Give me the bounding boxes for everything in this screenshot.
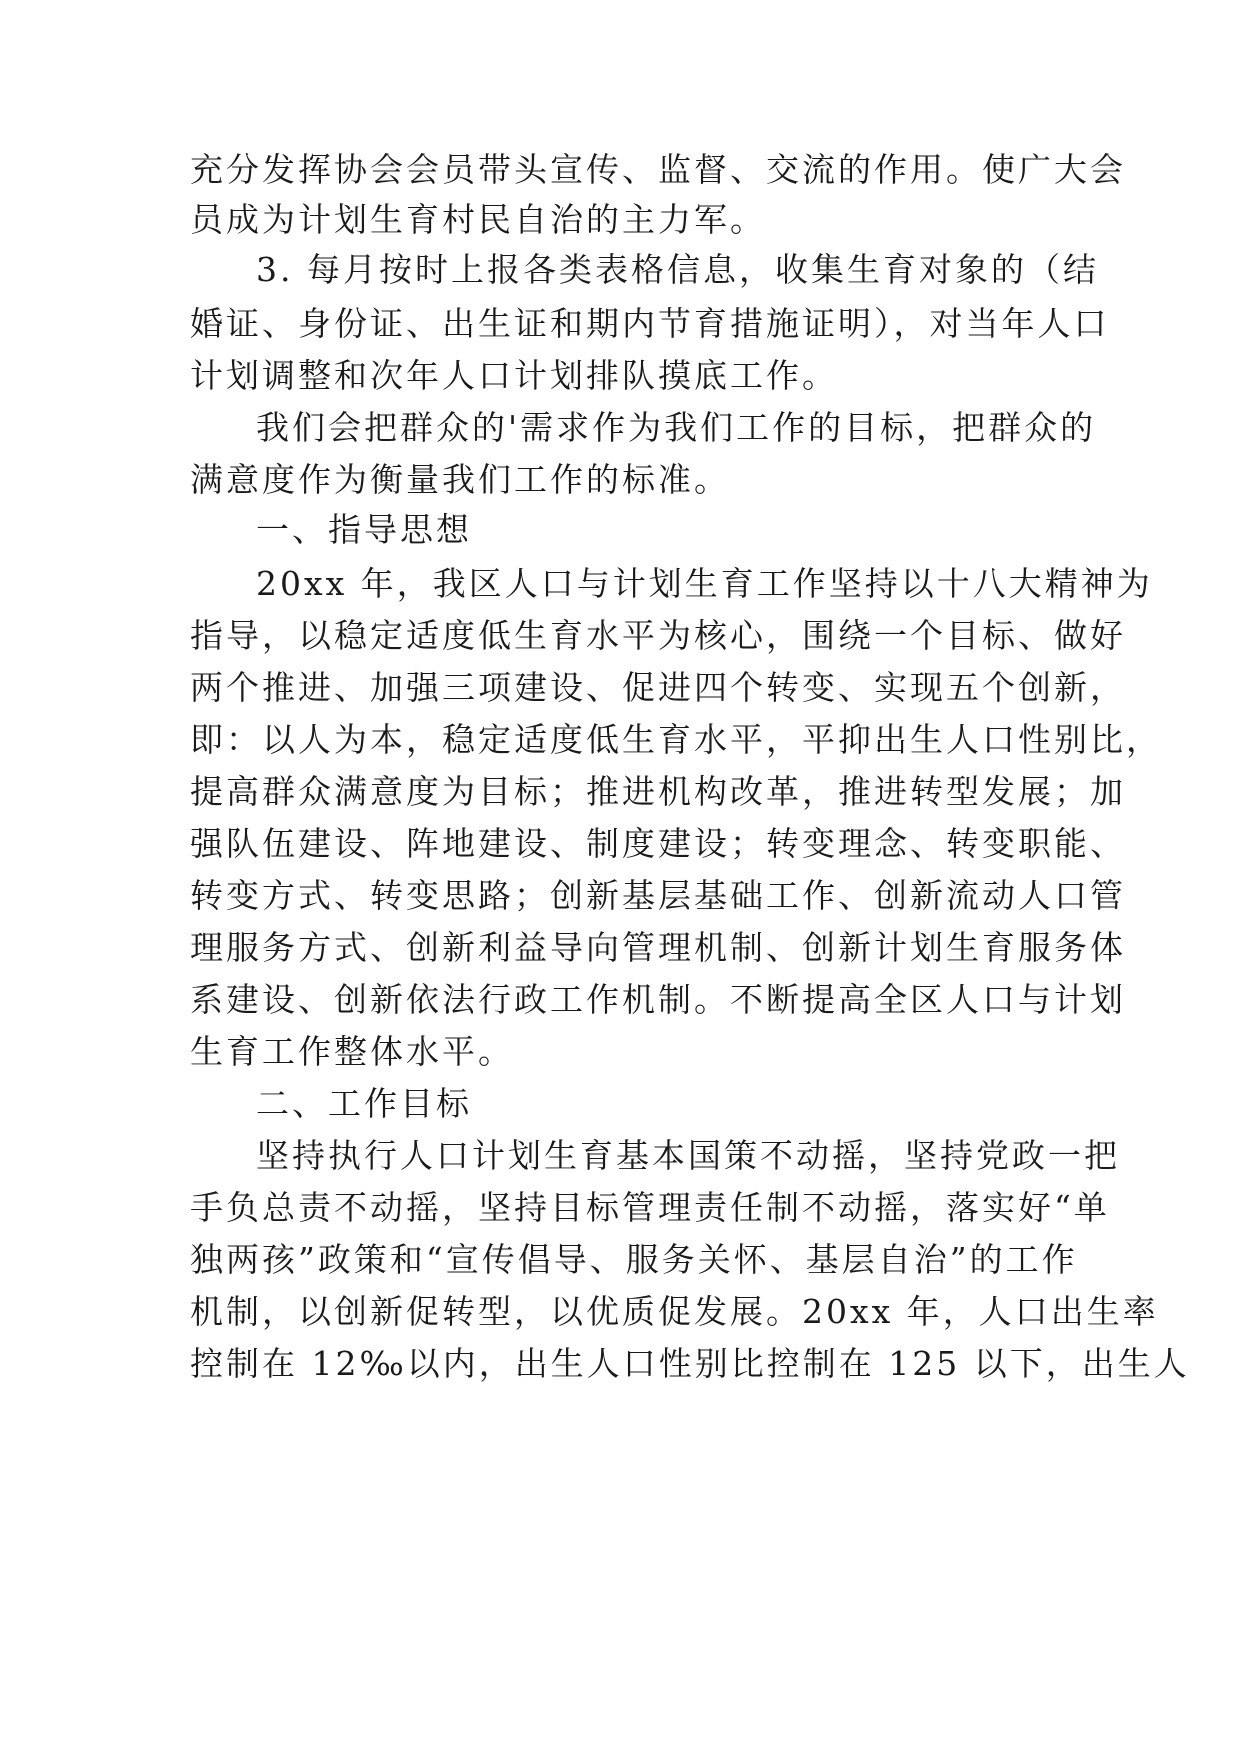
section-heading-work-goals: 二、工作目标 — [256, 1084, 472, 1123]
text-line: 生育工作整体水平。 — [190, 1032, 514, 1071]
text-line: 满意度作为衡量我们工作的标准。 — [190, 460, 730, 499]
paragraph-start: 我们会把群众的'需求作为我们工作的目标，把群众的 — [256, 408, 1097, 447]
text-line: 员成为计划生育村民自治的主力军。 — [190, 200, 766, 239]
text-line: 提高群众满意度为目标；推进机构改革，推进转型发展；加 — [190, 772, 1126, 811]
paragraph-start: 20xx 年，我区人口与计划生育工作坚持以十八大精神为 — [256, 564, 1153, 603]
list-item-3: 3. 每月按时上报各类表格信息，收集生育对象的（结 — [256, 250, 1099, 289]
text-line: 指导，以稳定适度低生育水平为核心，围绕一个目标、做好 — [190, 616, 1126, 655]
text-line: 婚证、身份证、出生证和期内节育措施证明），对当年人口 — [190, 304, 1110, 343]
text-line: 转变方式、转变思路；创新基层基础工作、创新流动人口管 — [190, 876, 1126, 915]
paragraph-start: 坚持执行人口计划生育基本国策不动摇，坚持党政一把 — [256, 1136, 1120, 1175]
text-line: 控制在 12‰以内，出生人口性别比控制在 125 以下，出生人 — [190, 1344, 1190, 1383]
text-line: 即：以人为本，稳定适度低生育水平，平抑出生人口性别比， — [190, 720, 1162, 759]
text-line: 系建设、创新依法行政工作机制。不断提高全区人口与计划 — [190, 980, 1126, 1019]
text-line: 两个推进、加强三项建设、促进四个转变、实现五个创新， — [190, 668, 1126, 707]
text-line: 充分发挥协会会员带头宣传、监督、交流的作用。使广大会 — [190, 150, 1126, 189]
text-line: 独两孩”政策和“宣传倡导、服务关怀、基层自治”的工作 — [190, 1240, 1078, 1279]
text-line: 机制，以创新促转型，以优质促发展。20xx 年，人口出生率 — [190, 1292, 1159, 1331]
text-line: 理服务方式、创新利益导向管理机制、创新计划生育服务体 — [190, 928, 1126, 967]
text-line: 强队伍建设、阵地建设、制度建设；转变理念、转变职能、 — [190, 824, 1126, 863]
text-line: 手负总责不动摇，坚持目标管理责任制不动摇，落实好“单 — [190, 1188, 1110, 1227]
section-heading-guiding-ideology: 一、指导思想 — [256, 510, 472, 549]
text-line: 计划调整和次年人口计划排队摸底工作。 — [190, 356, 838, 395]
